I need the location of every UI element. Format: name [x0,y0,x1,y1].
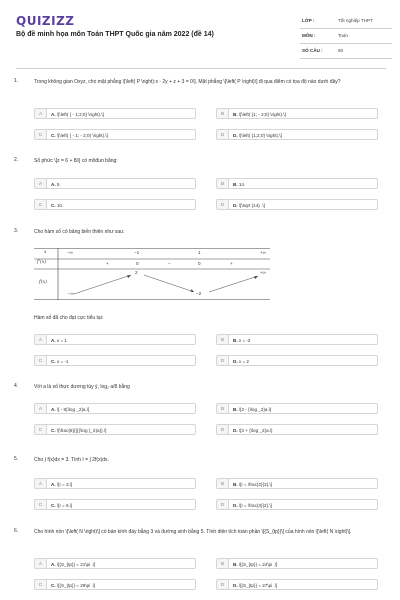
question-number: 4. [14,383,19,389]
option-letter: A [35,335,47,344]
option-letter: B [217,479,229,488]
option-letter: C [35,425,47,434]
option-d[interactable]: D D. \[\sqrt {14} .\] [216,199,378,210]
option-d[interactable]: D D. \[3 + {\log _2}a.\] [216,424,378,435]
x-value: −∞ [67,250,73,255]
option-text: 5. [56,182,61,187]
option-text: \[{S_{tp}} = 29\pi .\] [56,583,96,588]
option-b[interactable]: B B. \[I = \frac{2}{3}.\] [216,478,378,489]
option-text: \[3 + {\log _2}a.\] [238,428,273,433]
meta-info [300,14,392,59]
option-letter: C [35,500,47,509]
fp-sign: 0 [198,261,201,266]
option-b[interactable]: B B. \[{S_{tp}} = 24\pi .\] [216,558,378,569]
option-text: \[\sqrt {14} .\] [238,203,265,208]
option-letter: A [35,559,47,568]
header [0,0,400,62]
x-value: +∞ [260,250,266,255]
option-text: \[I = 6.\] [56,503,73,508]
option-d[interactable]: D D. x = 2 [216,355,378,366]
option-letter: A [35,179,47,188]
option-letter: C [35,356,47,365]
table-f-label: f(x) [39,280,47,285]
option-text: \[{S_{tp}} = 27\pi .\] [238,583,278,588]
option-text: \[\frac{8}{{{{\log }_2}a}}.\] [56,428,107,433]
meta-row-subject [300,29,392,44]
option-letter: B [217,109,229,118]
option-text: \[I = \frac{3}{2}.\] [238,503,272,508]
fp-sign: + [106,261,109,266]
option-text: \[\left( {1; - 2;0} \right).\] [238,112,286,117]
option-letter: B [217,335,229,344]
option-c[interactable]: C C. x = -1 [34,355,196,366]
meta-row-class [300,14,392,29]
option-a[interactable]: A A. \[{S_{tp}} = 21\pi .\] [34,558,196,569]
option-b[interactable]: B B. 14. [216,178,378,189]
meta-value: 50 [338,48,344,53]
option-letter: C [35,580,47,589]
option-c[interactable]: C C. 10. [34,199,196,210]
option-letter: C [35,200,47,209]
option-letter: B [217,559,229,568]
option-text: x = -2 [238,338,251,343]
option-c[interactable]: C C. \[\left( { - 1; - 2;0} \right).\] [34,129,196,140]
option-letter: D [217,425,229,434]
f-value: +∞ [260,270,266,275]
question-number: 1. [14,78,19,84]
option-text: x = 1 [56,338,67,343]
question-number: 3. [14,228,19,234]
option-letter: D [217,200,229,209]
option-text: 10. [56,203,64,208]
x-value: 1 [198,250,201,255]
option-a[interactable]: A A. 5. [34,178,196,189]
table-fp-label: f'(x) [37,260,47,265]
fp-sign: − [168,261,171,266]
option-d[interactable]: D D. \[\left( {1;2;0} \right).\] [216,129,378,140]
option-a[interactable]: A A. x = 1 [34,334,196,345]
quizizz-logo: QUIZIZZ [16,14,75,28]
option-letter: B [217,404,229,413]
meta-label: MÔN : [302,33,316,38]
meta-label: SỐ CÂU : [302,48,323,53]
x-value: −1 [134,250,140,255]
option-letter: A [35,109,47,118]
option-d[interactable]: D D. \[I = \frac{3}{2}.\] [216,499,378,510]
option-text: \[{S_{tp}} = 24\pi .\] [238,562,278,567]
table-x-label: x [44,250,47,255]
f-value: 2 [135,270,138,275]
variation-table [34,248,384,300]
question-text: Trong không gian Oxyz, cho mặt phẳng \[\left( P \right):x - 2y + z + 3 = 0\]. Mặt phẳng \[\left( P \right)\] đi qua điểm có tọa độ nào dưới đây? [34,79,341,85]
option-letter: D [217,130,229,139]
option-letter: B [217,179,229,188]
fp-sign: + [230,261,233,266]
option-text: 14. [238,182,246,187]
option-c[interactable]: C C. \[{S_{tp}} = 29\pi .\] [34,579,196,590]
option-text: \[I = 3.\] [56,482,73,487]
question-text: Hàm số đã cho đạt cực tiểu tại: [34,315,104,321]
option-letter: D [217,580,229,589]
f-value: −2 [196,291,202,296]
option-text: \[ - 8{\log _2}a.\] [56,407,90,412]
option-a[interactable]: A A. \[\left( { - 1;2;0} \right).\] [34,108,196,119]
question-number: 2. [14,157,19,163]
fp-sign: 0 [136,261,139,266]
option-text: \[\left( { - 1;2;0} \right).\] [56,112,104,117]
question-number: 5. [14,456,19,462]
option-b[interactable]: B B. \[3 - {\log _2}a.\] [216,403,378,414]
question-text: Cho ∫ f(x)dx = 3. Tính I = ∫ 2f(x)dx. [34,457,109,463]
question-text: Cho hàm số có bảng biến thiên như sau: [34,229,125,235]
meta-value: Tốt nghiệp THPT [338,18,373,23]
option-text: \[\left( { - 1; - 2;0} \right).\] [56,133,108,138]
option-text: \[\left( {1;2;0} \right).\] [238,133,282,138]
header-divider [16,68,386,69]
f-value: −∞ [68,291,74,296]
meta-label: LỚP : [302,18,315,23]
option-a[interactable]: A A. \[I = 3.\] [34,478,196,489]
meta-value: Toán [338,33,348,38]
option-text: x = 2 [238,359,249,364]
option-a[interactable]: A A. \[ - 8{\log _2}a.\] [34,403,196,414]
option-c[interactable]: C C. \[\frac{8}{{{{\log }_2}a}}.\] [34,424,196,435]
option-text: \[I = \frac{2}{3}.\] [238,482,272,487]
option-text: \[{S_{tp}} = 21\pi .\] [56,562,96,567]
option-letter: A [35,479,47,488]
option-d[interactable]: D D. \[{S_{tp}} = 27\pi .\] [216,579,378,590]
variation-table-lines [34,248,384,300]
option-letter: D [217,356,229,365]
option-text: x = -1 [56,359,69,364]
option-c[interactable]: C C. \[I = 6.\] [34,499,196,510]
question-text: Số phức \[z = 6 + 8i\] có môđun bằng: [34,158,118,164]
option-b[interactable]: B B. x = -2 [216,334,378,345]
page-title: Bộ đề minh họa môn Toán THPT Quốc gia năm 2022 (đề 14) [16,31,214,38]
question-number: 6. [14,528,19,534]
option-text: \[3 - {\log _2}a.\] [238,407,272,412]
option-letter: D [217,500,229,509]
meta-row-count [300,44,392,59]
question-text: Với a là số thực dương tùy ý, log₂ a/8 bằng [34,384,130,390]
option-letter: A [35,404,47,413]
option-b[interactable]: B B. \[\left( {1; - 2;0} \right).\] [216,108,378,119]
question-text: Cho hình nón \[\left( N \right)\] có bán kính đáy bằng 3 và đường sinh bằng 5. Tính diện tích toàn phần \[{S_{tp}}\] của hình nón \[\left( N \right)\]. [34,529,352,535]
option-letter: C [35,130,47,139]
